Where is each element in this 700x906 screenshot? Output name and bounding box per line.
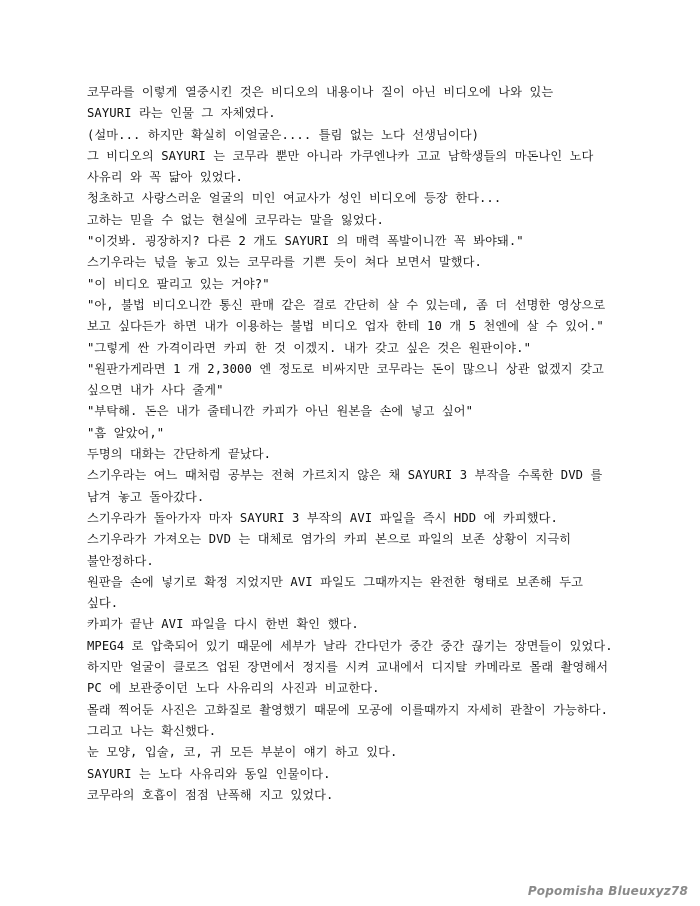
text-line: 그리고 나는 확신했다. (87, 723, 217, 738)
text-line: "이 비디오 팔리고 있는 거야?" (87, 276, 270, 291)
text-line: 눈 모양, 입술, 코, 귀 모든 부분이 얘기 하고 있다. (87, 745, 398, 760)
text-line: 스기우라는 넋을 놓고 있는 코무라를 기쁜 듯이 쳐다 보면서 말했다. (87, 255, 482, 270)
text-line: PC 에 보관중이던 노다 사유리의 사진과 비교한다. (87, 681, 380, 696)
text-line: "이것봐. 굉장하지? 다른 2 개도 SAYURI 의 매력 폭발이니깐 꼭 봐야돼." (87, 234, 524, 249)
text-line: 보고 싶다든가 하면 내가 이용하는 불법 비디오 업자 한테 10 개 5 천엔에 살 수 있어." (87, 319, 604, 334)
text-line: "원판가게라면 1 개 2,3000 엔 정도로 비싸지만 코무라는 돈이 많으니 상관 없겠지 갖고 (87, 361, 604, 376)
text-line: SAYURI 라는 인물 그 자체였다. (87, 106, 276, 121)
text-line: "아, 불법 비디오니깐 통신 판매 같은 걸로 간단히 살 수 있는데, 좀 더 선명한 영상으로 (87, 297, 606, 312)
text-line: 하지만 얼굴이 클로즈 업된 장면에서 정지를 시켜 교내에서 디지탈 카메라로 몰래 촬영해서 (87, 660, 609, 675)
text-line: 사유리 와 꼭 닮아 있었다. (87, 170, 243, 185)
text-line: 청초하고 사랑스러운 얼굴의 미인 여교사가 성인 비디오에 등장 한다... (87, 191, 502, 206)
text-line: 코무라를 이렇게 열중시킨 것은 비디오의 내용이나 질이 아닌 비디오에 나와 있는 (87, 85, 554, 99)
text-line: 카피가 끝난 AVI 파일을 다시 한번 확인 했다. (87, 617, 359, 632)
text-line: 몰래 찍어둔 사진은 고화질로 촬영했기 때문에 모공에 이를때까지 자세히 관찰이 가능하다. (87, 702, 609, 717)
footer-credit: Popomisha Blueuxyz78 (527, 884, 688, 898)
text-line: 불안정하다. (87, 553, 154, 568)
text-line: "흠 알았어," (87, 425, 165, 440)
text-line: 그 비디오의 SAYURI 는 코무라 뿐만 아니라 가쿠엔나카 고교 남학생들의 마돈나인 노다 (87, 148, 594, 163)
text-line: 두명의 대화는 간단하게 끝났다. (87, 447, 272, 462)
text-line: 스기우라가 돌아가자 마자 SAYURI 3 부작의 AVI 파일을 즉시 HDD 에 카피했다. (87, 510, 558, 525)
text-line: 싶으면 내가 사다 줄게" (87, 383, 224, 398)
text-line: 싶다. (87, 596, 119, 611)
text-line: (설마... 하지만 확실히 이얼굴은.... 틀림 없는 노다 선생님이다) (87, 127, 480, 142)
text-line: 스기우라는 여느 때처럼 공부는 전혀 가르치지 않은 채 SAYURI 3 부작을 수록한 DVD 를 (87, 468, 603, 483)
text-line: SAYURI 는 노다 사유리와 동일 인물이다. (87, 766, 331, 781)
text-line: "그렇게 싼 가격이라면 카피 한 것 이겠지. 내가 갖고 싶은 것은 원판이야." (87, 340, 532, 355)
text-line: 스기우라가 가져오는 DVD 는 대체로 염가의 카피 본으로 파일의 보존 상황이 지극히 (87, 532, 572, 547)
text-line: 남겨 놓고 돌아갔다. (87, 489, 205, 504)
body-text (87, 82, 677, 806)
text-line: 코무라의 호흡이 점점 난폭해 지고 있었다. (87, 787, 334, 802)
text-line: MPEG4 로 압축되어 있기 때문에 세부가 날라 간다던가 중간 중간 끊기는 장면들이 있었다. (87, 638, 613, 653)
text-line: 원판을 손에 넣기로 확정 지었지만 AVI 파일도 그때까지는 완전한 형태로 보존해 두고 (87, 574, 583, 589)
text-line: 고하는 믿을 수 없는 현실에 코무라는 말을 잃었다. (87, 212, 384, 227)
text-line: "부탁해. 돈은 내가 줄테니깐 카피가 아닌 원본을 손에 넣고 싶어" (87, 404, 474, 419)
